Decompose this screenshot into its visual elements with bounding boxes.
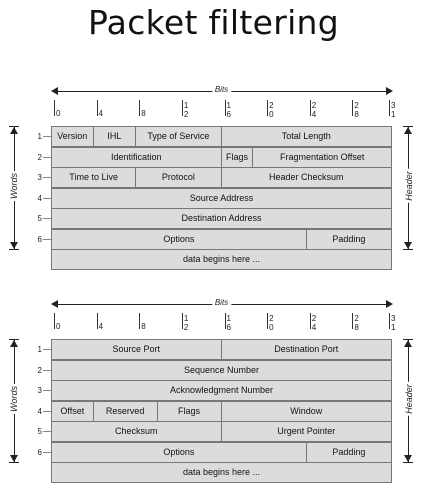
row-tick <box>43 157 51 158</box>
row-tick <box>43 349 51 350</box>
row-number: 6 <box>37 447 42 457</box>
bit-tick-label: 2 <box>183 110 189 119</box>
field-offset: Offset <box>51 402 94 422</box>
header-row <box>51 360 392 381</box>
header-row <box>51 421 392 442</box>
bit-tick-label: 0 <box>56 109 61 118</box>
header-row <box>51 442 392 463</box>
bit-tick-label: 1 <box>226 101 231 110</box>
row-tick <box>43 431 51 432</box>
row-number: 5 <box>37 214 42 223</box>
bit-tick-label: 8 <box>141 109 146 118</box>
field-reserved: Reserved <box>94 402 158 422</box>
field-time-to-live: Time to Live <box>51 168 136 188</box>
words-arrow-up-icon <box>10 127 18 134</box>
bit-tick-label: 2 <box>354 101 359 110</box>
row-tick <box>43 390 51 391</box>
bit-tick-label: 6 <box>226 110 231 119</box>
row-number: 3 <box>37 173 42 182</box>
words-label: Words <box>9 385 20 412</box>
field-version: Version <box>51 127 94 147</box>
field-total-length: Total Length <box>222 127 393 147</box>
row-tick <box>43 239 51 240</box>
header-cap-bottom <box>403 462 413 463</box>
bit-tick <box>225 100 226 116</box>
field-ihl: IHL <box>94 127 137 147</box>
header-arrow-down-icon <box>404 455 412 462</box>
field-options: Options <box>51 443 307 463</box>
field-acknowledgment-number: Acknowledgment Number <box>51 381 392 401</box>
bit-tick <box>352 313 353 329</box>
words-arrow-down-icon <box>10 242 18 249</box>
field-type-of-service: Type of Service <box>136 127 221 147</box>
data-begins-row <box>51 249 392 270</box>
tcp-header-diagram <box>0 291 427 501</box>
row-number: 1 <box>37 345 42 354</box>
words-cap-bottom <box>9 462 19 463</box>
header-row <box>51 188 392 209</box>
bit-tick-label: 4 <box>311 110 317 119</box>
header-row <box>51 126 392 147</box>
bit-tick-label: 4 <box>311 323 317 332</box>
bit-tick-label: 0 <box>269 110 274 119</box>
field-window: Window <box>222 402 393 422</box>
field-padding: Padding <box>307 443 392 463</box>
field-source-address: Source Address <box>51 189 392 209</box>
bits-arrow-left-icon <box>51 300 58 308</box>
header-row <box>51 167 392 188</box>
field-protocol: Protocol <box>136 168 221 188</box>
page-title: Packet filtering <box>87 3 340 42</box>
field-destination-port: Destination Port <box>222 340 393 360</box>
row-tick <box>43 198 51 199</box>
header-arrow-down-icon <box>404 242 412 249</box>
header-row <box>51 208 392 229</box>
bit-tick-label: 0 <box>56 322 61 331</box>
bit-tick <box>310 313 311 329</box>
bit-tick <box>54 313 55 329</box>
row-tick <box>43 411 51 412</box>
bit-tick <box>139 313 140 329</box>
bit-tick-label: 2 <box>269 101 274 110</box>
row-tick <box>43 177 51 178</box>
bit-tick <box>182 100 183 116</box>
bit-tick <box>389 313 390 329</box>
bit-tick-label: 4 <box>98 322 104 331</box>
bit-tick-label: 3 <box>391 101 396 110</box>
bit-tick-label: 2 <box>354 314 359 323</box>
bit-tick <box>310 100 311 116</box>
bit-tick-label: 4 <box>98 109 104 118</box>
bit-tick-label: 1 <box>183 101 189 110</box>
bit-tick <box>97 100 98 116</box>
data-begins-row <box>51 462 392 483</box>
header-label: Header <box>403 170 414 201</box>
words-label: Words <box>9 172 20 199</box>
header-row <box>51 401 392 422</box>
bit-tick-label: 2 <box>183 323 189 332</box>
bit-tick-label: 0 <box>269 323 274 332</box>
bits-arrow-right-icon <box>386 87 393 95</box>
field-flags: Flags <box>222 148 254 168</box>
bit-tick-label: 2 <box>311 101 317 110</box>
data-begins-label: data begins here ... <box>51 463 392 483</box>
bit-tick <box>97 313 98 329</box>
row-number: 1 <box>37 132 42 141</box>
row-tick <box>43 370 51 371</box>
bit-tick-label: 1 <box>391 110 396 119</box>
words-cap-bottom <box>9 249 19 250</box>
field-options: Options <box>51 230 307 250</box>
row-number: 3 <box>37 386 42 395</box>
bit-tick-label: 6 <box>226 323 231 332</box>
ip-header-diagram <box>0 78 427 288</box>
words-arrow-down-icon <box>10 455 18 462</box>
bits-label: Bits <box>212 298 231 307</box>
header-label: Header <box>403 383 414 414</box>
bit-tick <box>182 313 183 329</box>
field-fragmentation-offset: Fragmentation Offset <box>253 148 392 168</box>
bit-tick <box>389 100 390 116</box>
field-destination-address: Destination Address <box>51 209 392 229</box>
header-arrow-up-icon <box>404 340 412 347</box>
row-number: 5 <box>37 427 42 436</box>
bits-label: Bits <box>212 85 231 94</box>
bit-tick-label: 2 <box>311 314 317 323</box>
header-arrow-up-icon <box>404 127 412 134</box>
bit-tick-label: 1 <box>183 314 189 323</box>
field-identification: Identification <box>51 148 222 168</box>
bit-tick-label: 2 <box>269 314 274 323</box>
bit-tick-label: 8 <box>354 110 359 119</box>
bit-tick <box>225 313 226 329</box>
bit-tick-label: 8 <box>141 322 146 331</box>
bits-arrow-left-icon <box>51 87 58 95</box>
words-arrow-up-icon <box>10 340 18 347</box>
header-row <box>51 229 392 250</box>
row-tick <box>43 136 51 137</box>
bit-tick-label: 1 <box>391 323 396 332</box>
row-tick <box>43 218 51 219</box>
field-header-checksum: Header Checksum <box>222 168 393 188</box>
header-row <box>51 339 392 360</box>
field-checksum: Checksum <box>51 422 222 442</box>
bit-tick <box>352 100 353 116</box>
field-flags: Flags <box>158 402 222 422</box>
bit-tick-label: 1 <box>226 314 231 323</box>
bit-tick <box>267 100 268 116</box>
data-begins-label: data begins here ... <box>51 250 392 270</box>
field-padding: Padding <box>307 230 392 250</box>
row-number: 2 <box>37 365 42 375</box>
field-urgent-pointer: Urgent Pointer <box>222 422 393 442</box>
bit-tick <box>139 100 140 116</box>
row-number: 4 <box>37 406 42 416</box>
field-source-port: Source Port <box>51 340 222 360</box>
row-tick <box>43 452 51 453</box>
bit-tick-label: 8 <box>354 323 359 332</box>
header-row <box>51 147 392 168</box>
row-number: 4 <box>37 193 42 203</box>
bit-tick-label: 3 <box>391 314 396 323</box>
field-sequence-number: Sequence Number <box>51 361 392 381</box>
bit-tick <box>267 313 268 329</box>
header-row <box>51 380 392 401</box>
row-number: 6 <box>37 234 42 244</box>
bit-tick <box>54 100 55 116</box>
row-number: 2 <box>37 152 42 162</box>
bits-arrow-right-icon <box>386 300 393 308</box>
header-cap-bottom <box>403 249 413 250</box>
